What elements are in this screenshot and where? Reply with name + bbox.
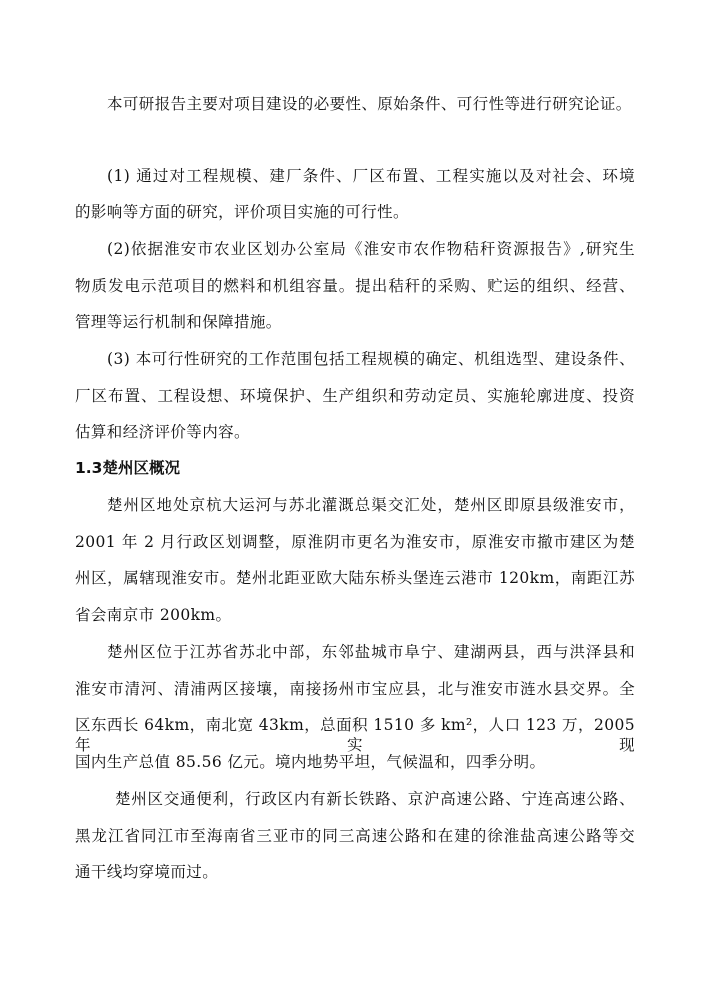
overview-p1-line-1: 楚州区地处京杭大运河与苏北灌溉总渠交汇处，楚州区即原县级淮安市，: [107, 496, 635, 514]
overview-p3-line-3: 通干线均穿境而过。: [75, 863, 219, 881]
overview-p1-line-4: 省会南京市 200km。: [75, 606, 232, 624]
section-heading: 1.3楚州区概况: [75, 459, 180, 477]
scope-item-2-line-2: 物质发电示范项目的燃料和机组容量。提出秸秆的采购、贮运的组织、经营、: [75, 277, 635, 295]
overview-p1-line-3: 州区，属辖现淮安市。楚州北距亚欧大陆东桥头堡连云港市 120km，南距江苏: [75, 569, 635, 587]
scope-item-1-line-2: 的影响等方面的研究，评价项目实施的可行性。: [75, 203, 409, 221]
scope-item-2-line-1: (2)依据淮安市农业区划办公室局《淮安市农作物秸秆资源报告》,研究生: [107, 240, 635, 258]
overview-p1-line-2: 2001 年 2 月行政区划调整，原淮阴市更名为淮安市，原淮安市撤市建区为楚: [75, 533, 635, 551]
overview-p3-line-2: 黑龙江省同江市至海南省三亚市的同三高速公路和在建的徐淮盐高速公路等交: [75, 827, 635, 845]
overview-p2-line-2: 淮安市清河、清浦两区接壤，南接扬州市宝应县，北与淮安市涟水县交界。全: [75, 680, 635, 698]
overview-p3-line-1: 楚州区交通便利，行政区内有新长铁路、京沪高速公路、宁连高速公路、: [115, 790, 635, 808]
overview-p2-line-3: 区东西长 64km，南北宽 43km，总面积 1510 多 km²，人口 123 万，2005 年实现: [75, 716, 635, 754]
scope-item-3-line-3: 估算和经济评价等内容。: [75, 423, 250, 441]
scope-item-3-line-2: 厂区布置、工程设想、环境保护、生产组织和劳动定员、实施轮廓进度、投资: [75, 387, 635, 405]
scope-item-2-line-3: 管理等运行机制和保障措施。: [75, 313, 282, 331]
intro-line: 本可研报告主要对项目建设的必要性、原始条件、可行性等进行研究论证。: [107, 95, 632, 113]
overview-p2-line-1: 楚州区位于江苏省苏北中部，东邻盐城市阜宁、建湖两县，西与洪泽县和: [107, 643, 635, 661]
scope-item-1-line-1: (1) 通过对工程规模、建厂条件、厂区布置、工程实施以及对社会、环境: [107, 167, 635, 185]
overview-p2-line-4: 国内生产总值 85.56 亿元。境内地势平坦，气候温和，四季分明。: [75, 753, 546, 771]
scope-item-3-line-1: (3) 本可行性研究的工作范围包括工程规模的确定、机组选型、建设条件、: [107, 350, 635, 368]
